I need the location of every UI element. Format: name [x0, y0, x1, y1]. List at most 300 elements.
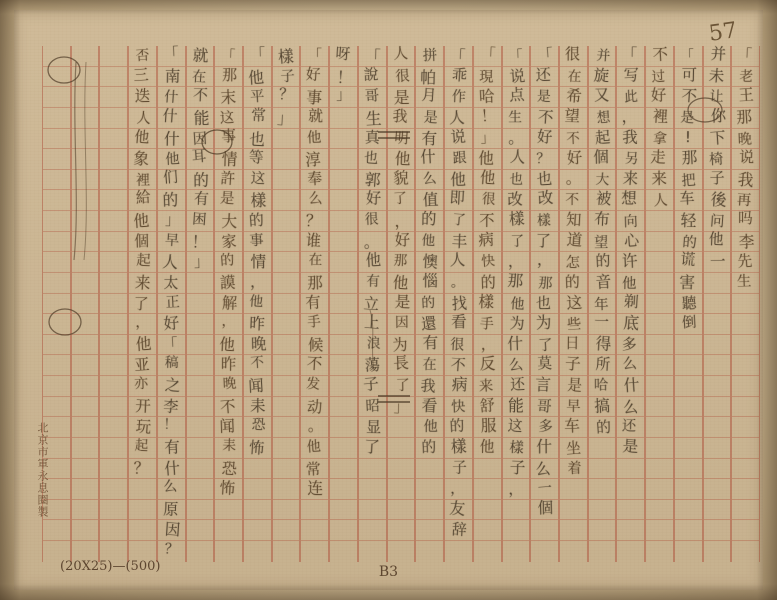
manuscript-cell — [531, 170, 558, 191]
manuscript-cell — [474, 129, 501, 150]
manuscript-cell — [531, 438, 558, 459]
manuscript-cell — [704, 46, 731, 67]
handwritten-character: 否 — [135, 47, 150, 65]
scan-edge-left — [0, 0, 20, 600]
manuscript-cell — [675, 500, 702, 521]
manuscript-cell — [301, 67, 328, 88]
handwritten-character: 呀 — [335, 45, 351, 64]
manuscript-cell — [100, 397, 127, 418]
handwritten-character: 很 — [449, 336, 465, 354]
manuscript-cell — [273, 108, 300, 129]
handwritten-character: 是 — [536, 88, 552, 106]
manuscript-cell — [531, 232, 558, 253]
handwritten-character: 吗 — [738, 210, 754, 228]
manuscript-cell — [273, 294, 300, 315]
handwritten-character: 了 — [509, 232, 525, 250]
handwritten-character: 是 — [393, 292, 411, 311]
handwritten-character: 稿 — [164, 355, 179, 372]
manuscript-cell — [675, 87, 702, 108]
manuscript-cell — [445, 46, 472, 67]
handwritten-character: 起 — [134, 437, 149, 455]
manuscript-cell — [301, 438, 328, 459]
manuscript-cell — [675, 252, 702, 273]
manuscript-cell — [531, 190, 558, 211]
handwritten-character: 不 — [565, 130, 581, 147]
manuscript-cell — [646, 438, 673, 459]
manuscript-cell — [359, 294, 386, 315]
manuscript-cell — [273, 459, 300, 480]
manuscript-cell — [100, 314, 127, 335]
handwritten-character: 很 — [564, 45, 581, 64]
handwritten-character: 子 — [279, 67, 295, 85]
handwritten-character: 还 — [509, 376, 525, 395]
manuscript-column — [588, 46, 617, 562]
manuscript-cell — [244, 252, 271, 273]
manuscript-cell — [100, 520, 127, 541]
handwritten-character: 謨 — [219, 273, 237, 292]
manuscript-cell — [273, 376, 300, 397]
handwritten-character: 害 — [679, 272, 695, 292]
handwritten-character: 说 — [739, 148, 755, 167]
manuscript-cell — [100, 417, 127, 438]
handwritten-character: 原 — [162, 500, 179, 519]
manuscript-cell — [589, 376, 616, 397]
handwritten-character: ， — [536, 250, 554, 270]
manuscript-cell — [445, 129, 472, 150]
handwritten-character: 不 — [565, 192, 579, 209]
handwritten-character: 友 — [448, 498, 466, 519]
manuscript-cell — [330, 149, 357, 170]
manuscript-cell — [330, 67, 357, 88]
manuscript-cell — [244, 541, 271, 562]
handwritten-character: 此 — [624, 88, 639, 106]
manuscript-cell — [359, 87, 386, 108]
manuscript-cell — [273, 520, 300, 541]
handwritten-character: 。 — [362, 232, 380, 252]
manuscript-cell — [416, 355, 443, 376]
handwritten-character: 有 — [163, 438, 181, 457]
manuscript-cell — [474, 438, 501, 459]
manuscript-cell — [704, 520, 731, 541]
manuscript-cell — [215, 541, 242, 562]
manuscript-cell — [531, 108, 558, 129]
manuscript-cell — [704, 397, 731, 418]
manuscript-cell — [675, 190, 702, 211]
manuscript-cell — [445, 108, 472, 129]
handwritten-character: 谁 — [305, 230, 323, 250]
manuscript-cell — [158, 129, 185, 150]
manuscript-cell — [503, 108, 530, 129]
handwritten-character: 找 — [451, 293, 468, 313]
manuscript-cell — [244, 438, 271, 459]
manuscript-cell — [531, 541, 558, 562]
handwritten-character: 子 — [362, 374, 380, 394]
handwritten-character: 的 — [480, 273, 496, 292]
manuscript-cell — [72, 459, 99, 480]
manuscript-cell — [215, 170, 242, 191]
manuscript-cell — [43, 232, 70, 253]
manuscript-cell — [646, 108, 673, 129]
manuscript-cell — [388, 417, 415, 438]
handwritten-character: 不 — [537, 107, 555, 127]
manuscript-cell — [646, 376, 673, 397]
manuscript-cell — [503, 355, 530, 376]
handwritten-character: 子 — [709, 169, 725, 188]
manuscript-cell — [100, 46, 127, 67]
manuscript-cell — [646, 273, 673, 294]
manuscript-cell — [158, 541, 185, 562]
handwritten-character: 常 — [305, 459, 322, 479]
handwritten-character: 为 — [391, 335, 408, 355]
handwritten-character: 的 — [421, 210, 437, 229]
handwritten-character: 轻 — [680, 210, 697, 230]
manuscript-cell — [503, 87, 530, 108]
manuscript-column — [444, 46, 473, 562]
manuscript-cell — [560, 376, 587, 397]
handwritten-character: 昭 — [365, 397, 380, 415]
manuscript-cell — [617, 129, 644, 150]
manuscript-cell — [129, 376, 156, 397]
handwritten-character: 」 — [336, 87, 352, 105]
handwritten-character: 浪 — [366, 335, 381, 352]
manuscript-cell — [416, 46, 443, 67]
manuscript-cell — [43, 190, 70, 211]
manuscript-cell — [129, 211, 156, 232]
handwritten-character: 多 — [622, 336, 638, 354]
handwritten-character: 的 — [248, 210, 265, 230]
handwritten-character: 老 — [739, 68, 754, 85]
manuscript-cell — [732, 211, 759, 232]
manuscript-cell — [675, 520, 702, 541]
handwritten-character: ， — [249, 272, 267, 292]
manuscript-cell — [129, 67, 156, 88]
handwritten-character: 下 — [709, 128, 726, 148]
handwritten-character: 帕 — [420, 67, 437, 87]
manuscript-cell — [474, 520, 501, 541]
manuscript-cell — [531, 397, 558, 418]
manuscript-cell — [187, 417, 214, 438]
handwritten-character: ！ — [163, 417, 178, 434]
manuscript-cell — [129, 232, 156, 253]
handwritten-character: 显 — [365, 418, 382, 437]
manuscript-cell — [560, 129, 587, 150]
handwritten-character: 許 — [220, 170, 236, 188]
manuscript-cell — [675, 355, 702, 376]
manuscript-cell — [359, 397, 386, 418]
handwritten-character: 动 — [307, 397, 323, 417]
handwritten-character: 。 — [450, 273, 465, 291]
manuscript-cell — [388, 46, 415, 67]
manuscript-cell — [388, 108, 415, 129]
manuscript-cell — [560, 252, 587, 273]
handwritten-character: 「 — [479, 44, 496, 64]
manuscript-cell — [129, 129, 156, 150]
manuscript-cell — [416, 459, 443, 480]
handwritten-character: 人 — [392, 45, 409, 64]
manuscript-cell — [531, 520, 558, 541]
handwritten-character: 家 — [221, 231, 238, 251]
handwritten-character: 奉 — [307, 169, 324, 189]
manuscript-cell — [158, 87, 185, 108]
manuscript-cell — [215, 417, 242, 438]
manuscript-cell — [330, 376, 357, 397]
manuscript-cell — [158, 273, 185, 294]
handwritten-character: 谎 — [679, 251, 696, 270]
manuscript-cell — [244, 520, 271, 541]
manuscript-cell — [330, 459, 357, 480]
manuscript-cell — [503, 335, 530, 356]
manuscript-cell — [503, 294, 530, 315]
manuscript-cell — [704, 459, 731, 480]
manuscript-cell — [359, 500, 386, 521]
handwritten-character: 那 — [307, 273, 324, 293]
manuscript-cell — [560, 520, 587, 541]
manuscript-cell — [129, 170, 156, 191]
manuscript-cell — [129, 438, 156, 459]
manuscript-cell — [416, 294, 443, 315]
manuscript-cell — [474, 108, 501, 129]
handwritten-character: 他 — [477, 149, 494, 168]
manuscript-cell — [244, 376, 271, 397]
handwritten-character: 的 — [681, 233, 698, 251]
handwritten-character: 不 — [478, 211, 495, 230]
manuscript-cell — [215, 520, 242, 541]
manuscript-cell — [704, 190, 731, 211]
handwritten-character: 快 — [450, 398, 466, 415]
handwritten-character: ， — [393, 211, 410, 231]
handwritten-character: 有 — [421, 129, 438, 148]
manuscript-cell — [474, 87, 501, 108]
handwritten-character: ， — [621, 107, 638, 126]
manuscript-cell — [646, 87, 673, 108]
handwritten-character: 說 — [363, 66, 379, 84]
manuscript-cell — [560, 541, 587, 562]
handwritten-character: 心 — [623, 230, 641, 250]
handwritten-character: 好 — [650, 86, 667, 105]
manuscript-column — [300, 46, 329, 562]
manuscript-cell — [330, 87, 357, 108]
manuscript-cell — [215, 149, 242, 170]
handwritten-character: 让 — [708, 88, 724, 106]
handwritten-character: 解 — [222, 293, 238, 313]
manuscript-cell — [72, 67, 99, 88]
manuscript-cell — [301, 252, 328, 273]
manuscript-cell — [273, 500, 300, 521]
manuscript-cell — [158, 294, 185, 315]
manuscript-cell — [187, 129, 214, 150]
manuscript-cell — [330, 397, 357, 418]
handwritten-character: 好 — [536, 127, 554, 147]
manuscript-cell — [646, 335, 673, 356]
manuscript-cell — [100, 438, 127, 459]
manuscript-cell — [589, 273, 616, 294]
handwritten-character: 生 — [365, 108, 382, 129]
handwritten-character: 想 — [621, 189, 638, 208]
manuscript-cell — [100, 170, 127, 191]
manuscript-cell — [72, 87, 99, 108]
manuscript-cell — [445, 149, 472, 170]
handwritten-character: 困 — [191, 211, 207, 228]
handwritten-character: 怖 — [248, 438, 265, 458]
manuscript-cell — [43, 252, 70, 273]
manuscript-cell — [301, 335, 328, 356]
handwritten-character: 人 — [136, 110, 152, 127]
manuscript-cell — [158, 149, 185, 170]
handwritten-character: 生 — [736, 273, 752, 290]
handwritten-character: 「 — [449, 46, 467, 67]
handwritten-character: 不 — [306, 354, 324, 374]
manuscript-cell — [187, 335, 214, 356]
handwritten-character: 李 — [738, 231, 756, 252]
handwritten-character: 走 — [650, 148, 667, 167]
manuscript-cell — [359, 541, 386, 562]
handwritten-character: 事 — [221, 127, 237, 146]
manuscript-cell — [215, 129, 242, 150]
scan-edge-top — [0, 0, 777, 14]
handwritten-character: 他 — [479, 438, 495, 457]
handwritten-character: 好 — [394, 230, 410, 250]
manuscript-cell — [158, 252, 185, 273]
manuscript-cell — [215, 294, 242, 315]
handwritten-character: 樣 — [478, 292, 495, 311]
manuscript-cell — [187, 46, 214, 67]
manuscript-cell — [646, 190, 673, 211]
manuscript-cell — [416, 397, 443, 418]
handwritten-character: 车 — [563, 416, 581, 436]
manuscript-cell — [560, 459, 587, 480]
manuscript-cell — [416, 252, 443, 273]
handwritten-character: 他 — [421, 232, 436, 250]
manuscript-cell — [187, 438, 214, 459]
handwritten-character: 一 — [537, 480, 553, 498]
manuscript-cell — [416, 438, 443, 459]
handwritten-character: 么 — [535, 459, 552, 479]
manuscript-cell — [589, 252, 616, 273]
handwritten-character: 那 — [222, 65, 238, 84]
handwritten-character: 那 — [506, 271, 524, 291]
manuscript-cell — [100, 355, 127, 376]
handwritten-character: 也 — [363, 150, 379, 167]
manuscript-cell — [244, 355, 271, 376]
handwritten-character: 有 — [305, 292, 322, 312]
handwritten-character: 未 — [707, 66, 725, 86]
manuscript-cell — [158, 232, 185, 253]
manuscript-cell — [359, 520, 386, 541]
handwritten-character: 搞 — [593, 395, 611, 416]
handwritten-character: 大 — [594, 171, 610, 188]
manuscript-cell — [388, 355, 415, 376]
manuscript-cell — [732, 541, 759, 562]
manuscript-cell — [388, 479, 415, 500]
manuscript-cell — [704, 211, 731, 232]
manuscript-cell — [560, 335, 587, 356]
handwritten-character: 这 — [506, 418, 523, 436]
handwritten-character: 他 — [248, 292, 264, 310]
handwritten-character: 有 — [422, 333, 440, 353]
handwritten-character: 亚 — [134, 355, 151, 375]
manuscript-cell — [560, 232, 587, 253]
manuscript-cell — [617, 479, 644, 500]
manuscript-cell — [72, 170, 99, 191]
manuscript-cell — [215, 397, 242, 418]
manuscript-cell — [732, 273, 759, 294]
handwritten-character: 得 — [594, 333, 612, 354]
handwritten-character: 。 — [507, 128, 524, 148]
handwritten-character: 想 — [595, 109, 611, 127]
manuscript-column — [559, 46, 588, 562]
manuscript-cell — [330, 500, 357, 521]
manuscript-cell — [732, 129, 759, 150]
handwritten-character: ！ — [336, 67, 354, 88]
manuscript-cell — [215, 190, 242, 211]
manuscript-cell — [474, 273, 501, 294]
manuscript-cell — [704, 417, 731, 438]
manuscript-column — [99, 46, 128, 562]
manuscript-cell — [732, 355, 759, 376]
manuscript-cell — [43, 520, 70, 541]
manuscript-cell — [589, 46, 616, 67]
manuscript-cell — [359, 417, 386, 438]
manuscript-cell — [560, 67, 587, 88]
manuscript-cell — [158, 355, 185, 376]
handwritten-character: 昨 — [221, 355, 237, 374]
manuscript-cell — [187, 397, 214, 418]
manuscript-cell — [531, 46, 558, 67]
manuscript-column — [616, 46, 645, 562]
handwritten-character: 人 — [508, 147, 526, 167]
handwritten-character: 他 — [164, 151, 180, 168]
manuscript-cell — [43, 129, 70, 150]
manuscript-cell — [445, 459, 472, 480]
handwritten-character: ， — [135, 314, 150, 331]
handwritten-character: 他 — [135, 334, 153, 354]
manuscript-cell — [646, 459, 673, 480]
manuscript-cell — [675, 314, 702, 335]
manuscript-cell — [187, 314, 214, 335]
manuscript-cell — [646, 129, 673, 150]
handwritten-character: 象 — [133, 148, 150, 169]
manuscript-cell — [474, 335, 501, 356]
manuscript-cell — [244, 87, 271, 108]
manuscript-cell — [158, 211, 185, 232]
manuscript-cell — [129, 459, 156, 480]
handwritten-character: 病 — [477, 230, 495, 249]
handwritten-character: 值 — [422, 191, 440, 210]
manuscript-cell — [187, 294, 214, 315]
manuscript-cell — [675, 67, 702, 88]
manuscript-cell — [129, 417, 156, 438]
manuscript-cell — [416, 376, 443, 397]
manuscript-cell — [301, 211, 328, 232]
manuscript-cell — [732, 335, 759, 356]
handwritten-character: 莫 — [537, 355, 553, 374]
handwritten-character: ， — [480, 335, 497, 355]
manuscript-cell — [72, 520, 99, 541]
manuscript-cell — [215, 67, 242, 88]
manuscript-cell — [43, 211, 70, 232]
manuscript-cell — [589, 87, 616, 108]
manuscript-cell — [503, 438, 530, 459]
manuscript-cell — [273, 190, 300, 211]
handwritten-character: 不 — [192, 86, 208, 105]
manuscript-cell — [503, 520, 530, 541]
manuscript-cell — [244, 294, 271, 315]
manuscript-cell — [273, 67, 300, 88]
manuscript-cell — [503, 190, 530, 211]
manuscript-cell — [100, 479, 127, 500]
manuscript-cell — [732, 190, 759, 211]
manuscript-cell — [244, 500, 271, 521]
